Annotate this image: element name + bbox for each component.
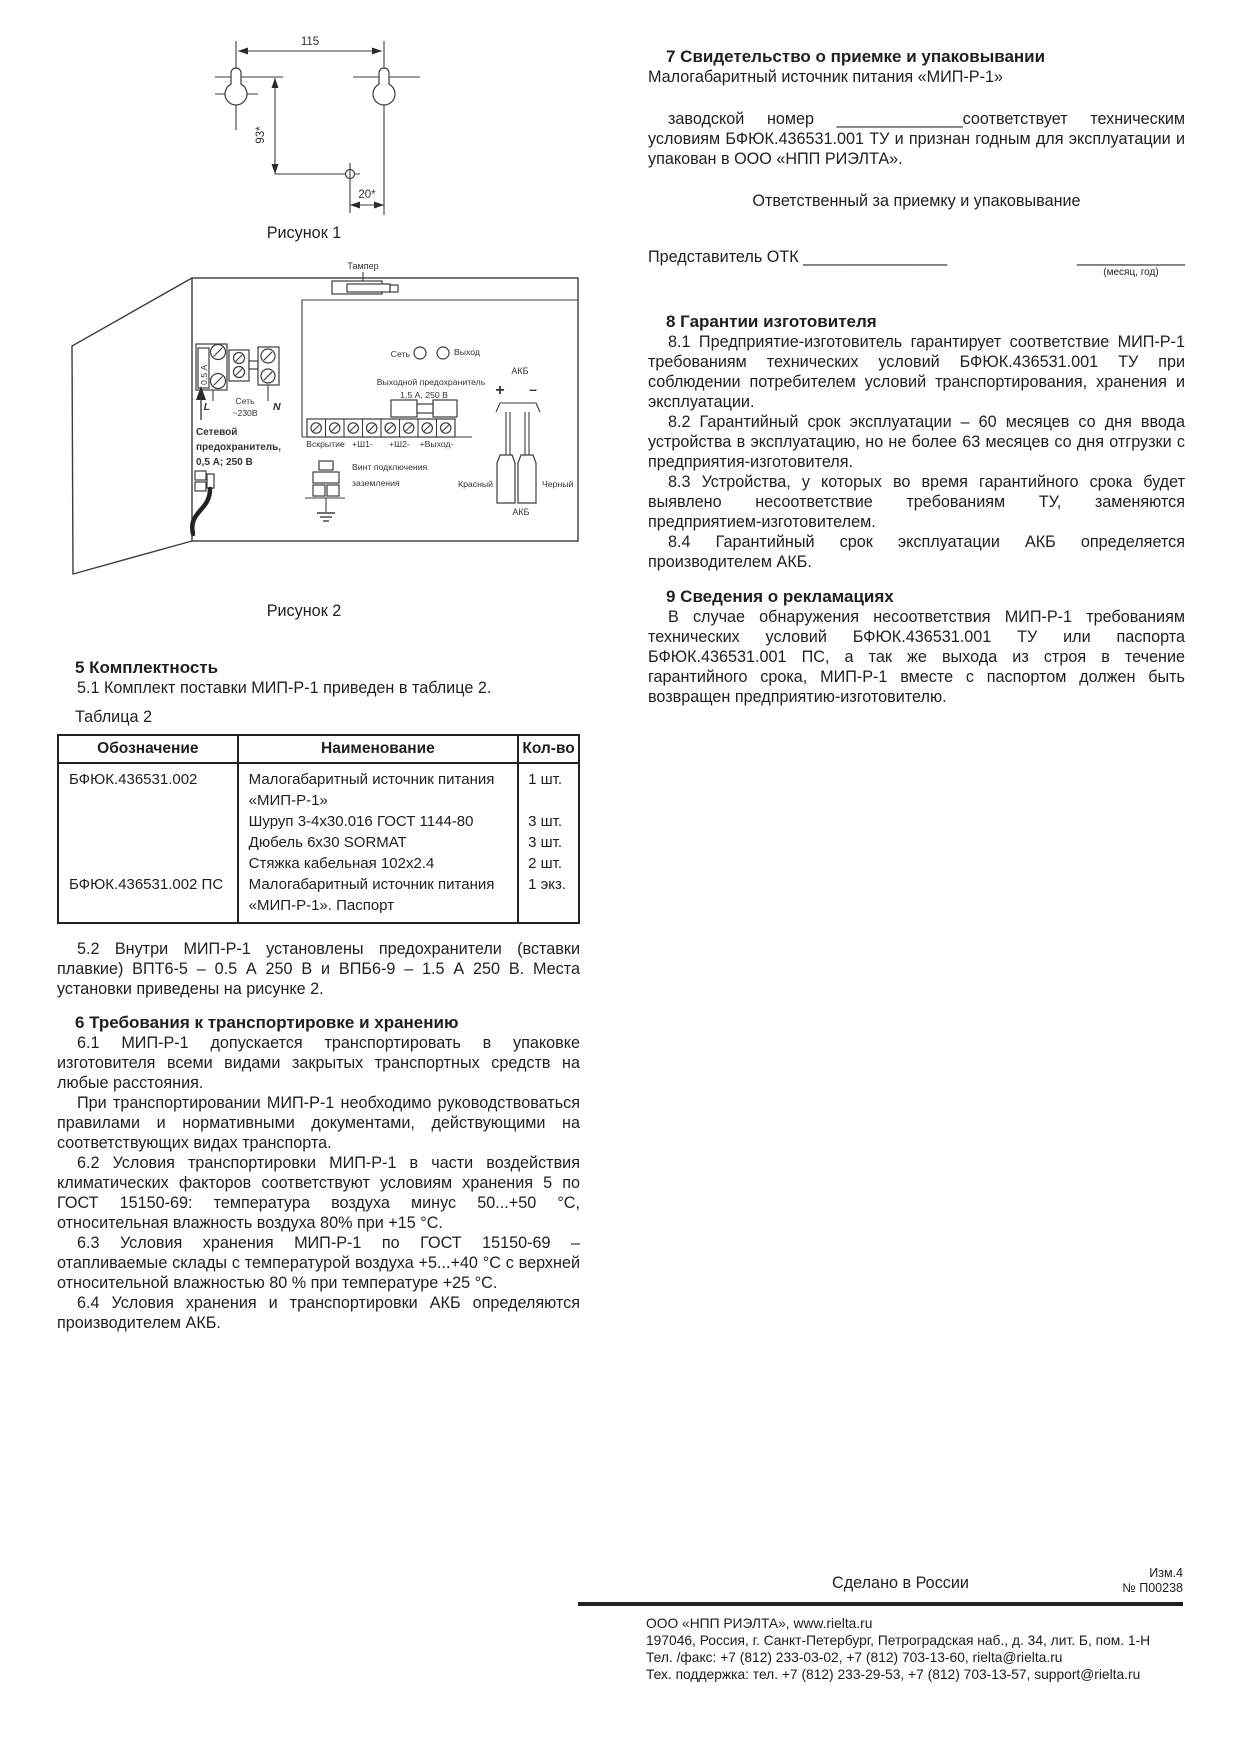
- terminal-label-tamper: Вскрытие: [306, 439, 345, 449]
- led-out-label: Выход: [454, 347, 480, 357]
- cell-designation: БФЮК.436531.002 ПС: [58, 874, 238, 923]
- revision-label: Изм.4: [1149, 1566, 1183, 1580]
- dim-20-label: 20*: [358, 189, 376, 201]
- net-label: Сеть: [235, 396, 255, 406]
- paragraph-6-1: 6.1 МИП-Р-1 допускается транспортировать в упаковке изготовителя всеми видами закрытых транспортных средств на любые расстояния.: [57, 1034, 580, 1092]
- dimension-20: [350, 189, 384, 209]
- section-7-heading: 7 Свидетельство о приемке и упаковывании: [666, 47, 1046, 66]
- section-8-heading: 8 Гарантии изготовителя: [666, 312, 877, 331]
- cell-qty: 1 экз.: [518, 874, 579, 923]
- col-header-qty: Кол-во: [518, 735, 579, 763]
- section-6-heading: 6 Требования к транспортировке и хранению: [75, 1013, 459, 1032]
- page-footer: [578, 1566, 1183, 1683]
- dimension-93: [255, 78, 360, 174]
- cell-designation: [58, 853, 238, 874]
- output-fuse-rating: 1,5 А, 250 В: [400, 390, 448, 400]
- product-name-line: Малогабаритный источник питания «МИП-Р-1»: [648, 68, 1003, 86]
- company-support-line: Тех. поддержка: тел. +7 (812) 233-29-53, +7 (812) 703-13-57, support@rielta.ru: [646, 1667, 1141, 1682]
- ground-screw: [305, 461, 428, 521]
- made-in-russia-label: Сделано в России: [832, 1574, 969, 1592]
- company-contacts: [578, 1615, 1183, 1683]
- cell-qty: 3 шт.: [518, 832, 579, 853]
- paragraph-6-3: 6.3 Условия хранения МИП-Р-1 по ГОСТ 15150-69 – отапливаемые склады с температурой воздуха +5...+40 °С с верхней относительной влажностью 80 % при температуре +25 °С.: [57, 1234, 580, 1292]
- wire-red-label: Красный: [458, 479, 493, 489]
- table-row: [58, 853, 579, 874]
- serial-number-paragraph: заводской номер ______________соответствует техническим условиям БФЮК.436531.001 ТУ и признан годным для эксплуатации и упакован в ООО «НПП РИЭЛТА».: [648, 110, 1185, 168]
- battery-connector: [458, 366, 573, 517]
- paragraph-8-2: 8.2 Гарантийный срок эксплуатации – 60 месяцев со дня ввода устройства в эксплуатацию, но не более 63 месяцев со дня отгрузки с предприятия-изготовителя.: [648, 413, 1185, 471]
- line-n-label: N: [273, 401, 281, 413]
- mains-fuse-label-1: Сетевой: [196, 427, 238, 438]
- doc-number-label: № П00238: [1122, 1581, 1183, 1595]
- cell-designation: [58, 832, 238, 853]
- otk-signature-row: [648, 247, 1185, 279]
- table-row: [58, 874, 579, 923]
- output-fuse: [377, 377, 486, 417]
- paragraph-9-1: В случае обнаружения несоответствия МИП-Р-1 требованиям технических условий БФЮК.436531.001 ТУ или паспорта БФЮК.436531.001 ПС, а так же выхода из строя в течение гарантийного срока, МИП-Р-1 вместе с паспортом должен быть возвращен предприятию-изготовителю.: [648, 608, 1185, 706]
- output-fuse-title: Выходной предохранитель: [376, 377, 486, 387]
- table-row: [58, 832, 579, 853]
- led-indicators: [391, 347, 480, 359]
- table-2: [57, 734, 580, 924]
- akb-bottom-label: АКБ: [512, 507, 530, 517]
- cell-name: Малогабаритный источник питания «МИП-Р-1»: [238, 763, 518, 811]
- cell-name: Стяжка кабельная 102х2.4: [238, 853, 518, 874]
- table-2-caption: Таблица 2: [75, 708, 152, 726]
- ground-label-2: заземления: [352, 478, 400, 488]
- otk-date-blank: [1077, 247, 1185, 279]
- tamper-label: Тампер: [347, 261, 379, 271]
- cell-designation: БФЮК.436531.002: [58, 763, 238, 811]
- table-header-row: [58, 735, 579, 763]
- date-blank-line: ____________: [1076, 248, 1185, 266]
- paragraph-6-2: 6.2 Условия транспортировки МИП-Р-1 в части воздействия климатических факторов соответствуют условиям хранения 5 по ГОСТ 15150-69: температура воздуха минус 50...+50 °С, относительная влажность воздуха 80% при +15 °С.: [57, 1154, 580, 1232]
- keyhole-slot-right: [353, 68, 420, 105]
- paragraph-5-2: 5.2 Внутри МИП-Р-1 установлены предохранители (вставки плавкие) ВПТ6-5 – 0.5 А 250 В и ВПБ6-9 – 1.5 А 250 В. Места установки приведены на рисунке 2.: [57, 940, 580, 998]
- mains-fuse-label-2: предохранитель,: [196, 442, 282, 453]
- right-column: [648, 46, 1185, 707]
- company-name-line: ООО «НПП РИЭЛТА», www.rielta.ru: [646, 1616, 873, 1631]
- ground-label-1: Винт подключения: [352, 462, 428, 472]
- date-note: (месяц, год): [1103, 267, 1159, 278]
- section-9-heading: 9 Сведения о рекламациях: [666, 587, 894, 606]
- section-5-heading: 5 Комплектность: [75, 658, 219, 677]
- cell-name: Дюбель 6х30 SORMAT: [238, 832, 518, 853]
- minus-sign: –: [529, 381, 537, 397]
- paragraph-6-1b: При транспортировании МИП-Р-1 необходимо руководствоваться правилами и нормативными документами, действующими на соответствующих видах транспорта.: [57, 1094, 580, 1152]
- figure-2-caption: Рисунок 2: [266, 602, 342, 620]
- company-address-line: 197046, Россия, г. Санкт-Петербург, Петроградская наб., д. 34, лит. Б, пом. 1-Н: [646, 1633, 1151, 1648]
- akb-top-label: АКБ: [511, 366, 529, 376]
- col-header-name: Наименование: [238, 735, 518, 763]
- paragraph-8-1: 8.1 Предприятие-изготовитель гарантирует соответствие МИП-Р-1 требованиям технических условий БФЮК.436531.001 ТУ при соблюдении потребителем условий транспортирования, хранения и эксплуатации.: [648, 333, 1185, 411]
- figure-2-drawing: [57, 253, 580, 578]
- left-column: [57, 30, 580, 1333]
- plus-sign: +: [495, 382, 505, 399]
- terminal-label-sh1: +Ш1-: [352, 439, 373, 449]
- figure-1-drawing: [57, 30, 580, 220]
- cell-qty: 1 шт.: [518, 763, 579, 811]
- responsible-line: Ответственный за приемку и упаковывание: [752, 192, 1081, 210]
- terminal-label-out: +Выход-: [419, 439, 454, 449]
- cell-name: Шуруп 3-4х30.016 ГОСТ 1144-80: [238, 811, 518, 832]
- led-net-label: Сеть: [390, 349, 410, 359]
- dim-93-label: 93*: [255, 126, 267, 144]
- revision-block: [1122, 1566, 1183, 1596]
- mains-fuse-value: 0,5 А: [199, 364, 209, 385]
- mains-fuse-label: [196, 427, 281, 468]
- paragraph-6-4: 6.4 Условия хранения и транспортировки АКБ определяются производителем АКБ.: [57, 1294, 580, 1332]
- dim-115-label: 115: [300, 36, 320, 48]
- cell-name: Малогабаритный источник питания «МИП-Р-1». Паспорт: [238, 874, 518, 923]
- paragraph-8-4: 8.4 Гарантийный срок эксплуатации АКБ определяется производителем АКБ.: [648, 533, 1185, 571]
- wire-black-label: Черный: [542, 479, 574, 489]
- company-phone-line: Тел. /факс: +7 (812) 233-03-02, +7 (812) 703-13-60, rielta@rielta.ru: [646, 1650, 1063, 1665]
- net-voltage-label: ~230В: [232, 408, 258, 418]
- cell-qty: 3 шт.: [518, 811, 579, 832]
- cell-designation: [58, 811, 238, 832]
- line-l-label: L: [203, 401, 210, 413]
- terminal-label-sh2: +Ш2-: [389, 439, 410, 449]
- power-cable: [192, 471, 214, 534]
- table-row: [58, 811, 579, 832]
- cell-qty: 2 шт.: [518, 853, 579, 874]
- paragraph-5-1: 5.1 Комплект поставки МИП-Р-1 приведен в таблице 2.: [77, 679, 492, 697]
- paragraph-8-3: 8.3 Устройства, у которых во время гарантийного срока будет выявлено несоответствие требованиям ТУ, заменяются предприятием-изготовителем.: [648, 473, 1185, 531]
- table-row: [58, 763, 579, 811]
- mains-fuse-label-3: 0,5 А; 250 В: [196, 457, 253, 468]
- footer-divider: [578, 1602, 1183, 1606]
- otk-representative-blank: Представитель ОТК ________________: [648, 248, 948, 266]
- col-header-designation: Обозначение: [58, 735, 238, 763]
- figure-1-caption: Рисунок 1: [266, 224, 342, 242]
- mains-input-block: [196, 344, 281, 420]
- terminal-strip: [306, 419, 455, 449]
